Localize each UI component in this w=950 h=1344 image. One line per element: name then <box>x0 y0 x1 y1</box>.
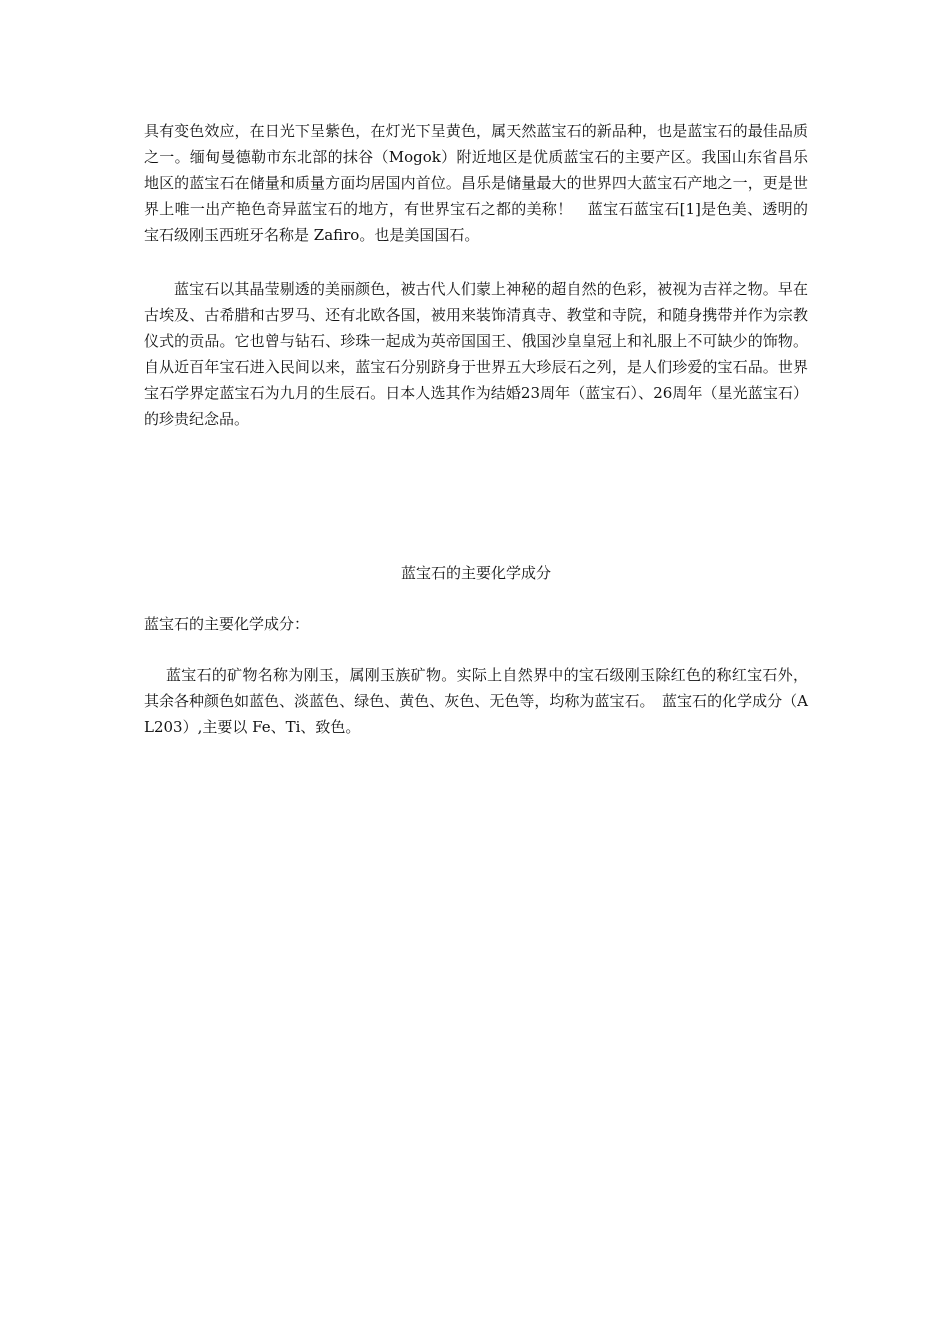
paragraph-sapphire-origin: 具有变色效应，在日光下呈紫色，在灯光下呈黄色，属天然蓝宝石的新品种，也是蓝宝石的最佳品质之一。缅甸曼德勒市东北部的抹谷（Mogok）附近地区是优质蓝宝石的主要产区。我国山东省昌乐地区的蓝宝石在储量和质量方面均居国内首位。昌乐是储量最大的世界四大蓝宝石产地之一，更是世界上唯一出产艳色奇异蓝宝石的地方，有世界宝石之都的美称！ 蓝宝石蓝宝石[1]是色美、透明的宝石级刚玉西班牙名称是 Zafiro。也是美国国石。 <box>144 122 808 244</box>
paragraph-chemical-composition: 蓝宝石的矿物名称为刚玉，属刚玉族矿物。实际上自然界中的宝石级刚玉除红色的称红宝石外，其余各种颜色如蓝色、淡蓝色、绿色、黄色、灰色、无色等，均称为蓝宝石。 蓝宝石的化学成分（AL203）,主要以 Fe、Ti、致色。 <box>144 666 808 736</box>
section-subheading: 蓝宝石的主要化学成分： <box>144 615 310 633</box>
section-heading: 蓝宝石的主要化学成分 <box>400 564 551 582</box>
paragraph-sapphire-history: 蓝宝石以其晶莹剔透的美丽颜色，被古代人们蒙上神秘的超自然的色彩，被视为吉祥之物。早在古埃及、古希腊和古罗马、还有北欧各国，被用来装饰清真寺、教堂和寺院，和随身携带并作为宗教仪式的贡品。它也曾与钻石、珍珠一起成为英帝国国王、俄国沙皇皇冠上和礼服上不可缺少的饰物。自从近百年宝石进入民间以来，蓝宝石分别跻身于世界五大珍辰石之列，是人们珍爱的宝石品。世界宝石学界定蓝宝石为九月的生辰石。日本人选其作为结婚23周年（蓝宝石）、26周年（星光蓝宝石）的珍贵纪念品。 <box>144 280 808 428</box>
